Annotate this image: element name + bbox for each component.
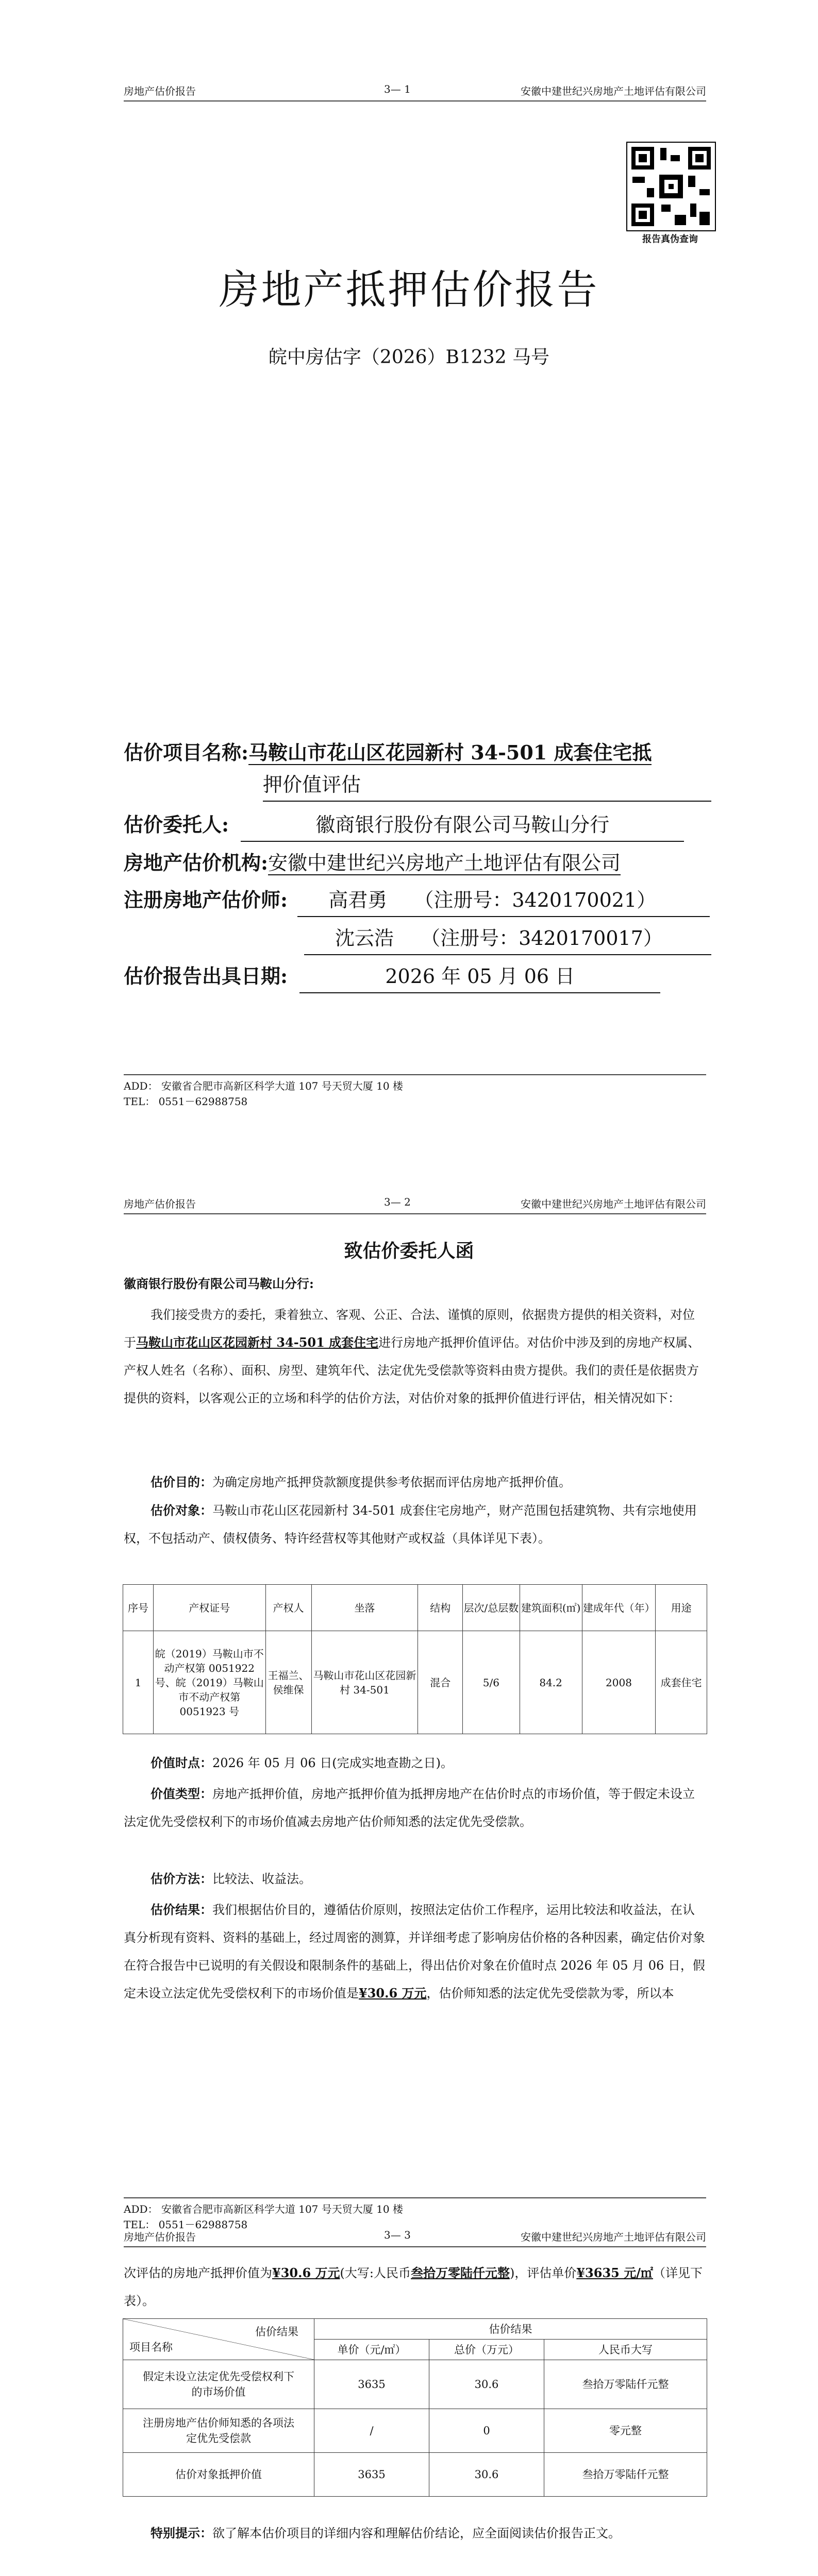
page3-b: ¥30.6 万元 bbox=[272, 2265, 340, 2280]
col-header: 坐落 bbox=[311, 1585, 418, 1631]
page-footer-1 bbox=[124, 1074, 706, 1109]
cell: 混合 bbox=[418, 1631, 463, 1734]
cell: 叁拾万零陆仟元整 bbox=[544, 2360, 707, 2409]
group-header: 估价结果 bbox=[314, 2319, 707, 2340]
result-table-group-row bbox=[123, 2319, 707, 2340]
header-right: 安徽中建世纪兴房地产土地评估有限公司 bbox=[521, 1198, 706, 1210]
org-row bbox=[124, 847, 716, 879]
project-value-1: 马鞍山市花山区花园新村 34-501 成套住宅抵 bbox=[248, 741, 652, 764]
cell: 马鞍山市花山区花园新村 34-501 bbox=[311, 1631, 418, 1734]
cell: / bbox=[314, 2409, 429, 2453]
object-label: 估价对象： bbox=[151, 1503, 212, 1518]
appraiser-row-2 bbox=[124, 922, 716, 955]
header-right: 安徽中建世纪兴房地产土地评估有限公司 bbox=[521, 2231, 706, 2243]
corner-bottom: 项目名称 bbox=[129, 2341, 173, 2353]
org-value: 安徽中建世纪兴房地产土地评估有限公司 bbox=[268, 852, 621, 874]
project-label: 估价项目名称: bbox=[124, 741, 249, 764]
table-row bbox=[123, 1631, 707, 1734]
page3-a: 次评估的房地产抵押价值为 bbox=[124, 2266, 272, 2280]
header-left: 房地产估价报告 bbox=[124, 1198, 196, 1210]
cell: 王福兰、侯维保 bbox=[265, 1631, 311, 1734]
page-header-3 bbox=[124, 2226, 706, 2247]
col-header: 用途 bbox=[656, 1585, 707, 1631]
cell: 1 bbox=[123, 1631, 154, 1734]
method-text: 比较法、收益法。 bbox=[212, 1872, 311, 1886]
page-header-1 bbox=[124, 80, 706, 101]
para1-b: 马鞍山市花山区花园新村 34-501 成套住宅 bbox=[136, 1335, 379, 1350]
date-label: 估价报告出具日期: bbox=[124, 964, 288, 988]
object-text: 马鞍山市花山区花园新村 34-501 成套住宅房地产，财产范围包括建筑物、共有宗地使用权，不包括动产、债权债务、特许经营权等其他财产或权益（具体详见下表）。 bbox=[124, 1503, 697, 1546]
header-left: 房地产估价报告 bbox=[124, 85, 196, 97]
cell: 皖（2019）马鞍山市不动产权第 0051922 号、皖（2019）马鞍山市不动产权第 0051923 号 bbox=[153, 1631, 265, 1734]
para1-a: 我们接受贵方的委托，秉着独立、客观、公正、合法、谨慎的原则，依据贵方提供的相关资料，对位于 bbox=[124, 1308, 695, 1350]
date-row bbox=[124, 960, 716, 993]
cell: 零元整 bbox=[544, 2409, 707, 2453]
col-header: 产权人 bbox=[265, 1585, 311, 1631]
note-text: 欲了解本估价项目的详细内容和理解估价结论，应全面阅读估价报告正文。 bbox=[212, 2526, 621, 2540]
cell: 2008 bbox=[582, 1631, 656, 1734]
header-left: 房地产估价报告 bbox=[124, 2231, 196, 2243]
col-header: 建成年代（年） bbox=[582, 1585, 656, 1631]
report-number: 皖中房估字（2026）B1232 马号 bbox=[268, 347, 550, 368]
corner-top: 估价结果 bbox=[255, 2325, 298, 2338]
letter-para-1 bbox=[124, 1301, 706, 1412]
cell: 5/6 bbox=[463, 1631, 520, 1734]
header-page-no: 3— 3 bbox=[384, 2229, 411, 2241]
corner-diagonal bbox=[123, 2319, 314, 2360]
letter-salutation: 徽商银行股份有限公司马鞍山分行: bbox=[124, 1276, 314, 1291]
footer-tel: TEL： 0551－62988758 bbox=[124, 1095, 248, 1108]
cell: 3635 bbox=[314, 2360, 429, 2409]
property-table bbox=[123, 1584, 707, 1734]
time-label: 价值时点： bbox=[151, 1755, 212, 1770]
qr-code[interactable] bbox=[626, 142, 716, 231]
cell: 0 bbox=[429, 2409, 544, 2453]
type-text: 房地产抵押价值，房地产抵押价值为抵押房地产在估价时点的市场价值，等于假定未设立法定优先受偿权利下的市场价值减去房地产估价师知悉的法定优先受偿款。 bbox=[124, 1787, 695, 1829]
table-row bbox=[123, 2360, 707, 2409]
page3-e: )，评估单价 bbox=[509, 2266, 577, 2280]
project-value-2: 押价值评估 bbox=[263, 769, 711, 802]
cell: 成套住宅 bbox=[656, 1631, 707, 1734]
type-label: 价值类型： bbox=[151, 1786, 212, 1801]
table-header-row bbox=[123, 1585, 707, 1631]
project-row bbox=[124, 737, 716, 769]
time-para bbox=[124, 1749, 706, 1777]
header-page-no: 3— 2 bbox=[384, 1196, 411, 1208]
header-right: 安徽中建世纪兴房地产土地评估有限公司 bbox=[521, 85, 706, 97]
appraiser-1-name: 高君勇 bbox=[328, 889, 388, 911]
cover-info bbox=[124, 737, 716, 993]
footer-address: ADD： 安徽省合肥市高新区科学大道 107 号天贸大厦 10 楼 bbox=[124, 2203, 403, 2215]
cell: 3635 bbox=[314, 2453, 429, 2497]
appraiser-1-no: （注册号：3420170021） bbox=[414, 889, 657, 911]
result-text-b: ¥30.6 万元 bbox=[359, 1986, 427, 2001]
result-table bbox=[123, 2318, 707, 2497]
client-label: 估价委托人: bbox=[124, 813, 229, 836]
result-para bbox=[124, 1896, 706, 2007]
col-header: 人民币大写 bbox=[544, 2340, 707, 2360]
footer-address: ADD： 安徽省合肥市高新区科学大道 107 号天贸大厦 10 楼 bbox=[124, 1080, 403, 1092]
type-para bbox=[124, 1780, 706, 1836]
col-header: 层次/总层数 bbox=[463, 1585, 520, 1631]
purpose-para bbox=[124, 1468, 706, 1496]
footer-tel: TEL： 0551－62988758 bbox=[124, 2218, 248, 2231]
object-para bbox=[124, 1497, 706, 1552]
col-header: 结构 bbox=[418, 1585, 463, 1631]
cell: 叁拾万零陆仟元整 bbox=[544, 2453, 707, 2497]
cell: 84.2 bbox=[520, 1631, 582, 1734]
para1-c: 进行房地产抵押价值评估。对估价中涉及到的房地产权属、产权人姓名（名称）、面积、房型、建筑年代、法定优先受偿款等资料由贵方提供。我们的责任是依据贵方提供的资料，以客观公正的立场和科学的估价方法，对估价对象的抵押价值进行评估，相关情况如下： bbox=[124, 1335, 700, 1405]
letter-title: 致估价委托人函 bbox=[344, 1240, 474, 1262]
page-header-2 bbox=[124, 1193, 706, 1214]
appraiser-2 bbox=[304, 922, 711, 955]
org-label: 房地产估价机构: bbox=[124, 851, 269, 874]
client-value: 徽商银行股份有限公司马鞍山分行 bbox=[241, 809, 684, 842]
page3-d: 叁拾万零陆仟元整 bbox=[410, 2265, 510, 2280]
page3-c: (大写:人民币 bbox=[340, 2266, 411, 2280]
appraiser-2-no: （注册号：3420170017） bbox=[421, 927, 663, 950]
col-header: 建筑面积(㎡) bbox=[520, 1585, 582, 1631]
appraiser-2-name: 沈云浩 bbox=[335, 927, 394, 950]
appraiser-label: 注册房地产估价师: bbox=[124, 888, 288, 911]
result-text-c: ，估价师知悉的法定优先受偿款为零，所以本 bbox=[426, 1986, 674, 2001]
result-text-a: 我们根据估价目的，遵循估价原则，按照法定估价工作程序，运用比较法和收益法，在认真分析现有资料、资料的基础上，经过周密的测算，并详细考虑了影响房估价格的各种因素，确定估价对象在符合报告中已说明的有关假设和限制条件的基础上，得出估价对象在价值时点 2026 年 05 月 06 日，假定未设立法定优先受偿权利下的市场价值是 bbox=[124, 1903, 705, 2001]
qr-caption: 报告真伪查询 bbox=[642, 234, 698, 245]
method-label: 估价方法： bbox=[151, 1871, 212, 1886]
time-text: 2026 年 05 月 06 日(完成实地查勘之日)。 bbox=[212, 1756, 454, 1770]
corner-cell bbox=[123, 2319, 314, 2360]
header-page-no: 3— 1 bbox=[384, 83, 411, 95]
cell: 30.6 bbox=[429, 2360, 544, 2409]
purpose-label: 估价目的： bbox=[151, 1475, 212, 1489]
cell: 注册房地产估价师知悉的各项法定优先受偿款 bbox=[123, 2409, 314, 2453]
report-title: 房地产抵押估价报告 bbox=[219, 267, 599, 313]
cell: 估价对象抵押价值 bbox=[123, 2453, 314, 2497]
purpose-text: 为确定房地产抵押贷款额度提供参考依据而评估房地产抵押价值。 bbox=[212, 1475, 571, 1489]
note-para bbox=[124, 2519, 706, 2547]
col-header: 总价（万元） bbox=[429, 2340, 544, 2360]
date-value: 2026 年 05 月 06 日 bbox=[299, 960, 660, 993]
cell: 30.6 bbox=[429, 2453, 544, 2497]
method-para bbox=[124, 1865, 706, 1893]
client-row bbox=[124, 809, 716, 842]
page3-result-para bbox=[124, 2259, 706, 2315]
page3-f: ¥3635 元/㎡ bbox=[576, 2265, 653, 2280]
cell: 假定未设立法定优先受偿权利下的市场价值 bbox=[123, 2360, 314, 2409]
col-header: 产权证号 bbox=[153, 1585, 265, 1631]
page3-g: （详见下表）。 bbox=[124, 2266, 703, 2308]
table-row bbox=[123, 2409, 707, 2453]
project-row-2 bbox=[124, 769, 716, 802]
note-label: 特别提示： bbox=[151, 2526, 212, 2540]
appraiser-1 bbox=[297, 884, 710, 917]
col-header: 序号 bbox=[123, 1585, 154, 1631]
table-row bbox=[123, 2453, 707, 2497]
result-label: 估价结果： bbox=[151, 1902, 212, 1917]
appraiser-row-1 bbox=[124, 884, 716, 917]
col-header: 单价（元/㎡） bbox=[314, 2340, 429, 2360]
